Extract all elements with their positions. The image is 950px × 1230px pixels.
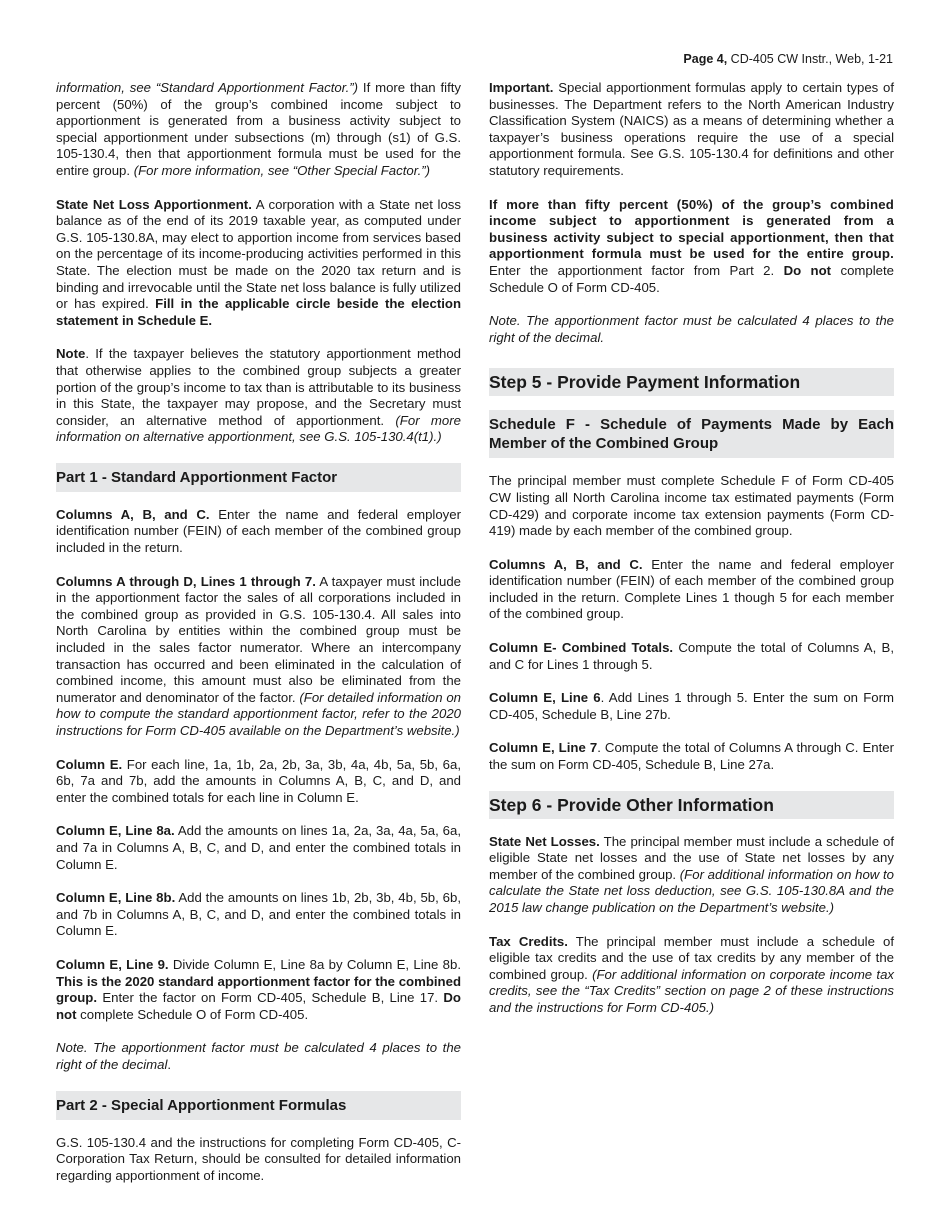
schedule-f-heading: Schedule F - Schedule of Payments Made by Each Member of the Combined Group	[489, 410, 894, 458]
gs-105-130-4-paragraph: G.S. 105-130.4 and the instructions for completing Form CD-405, C-Corporation Tax Return, should be consulted for detailed information regarding apportionment of income.	[56, 1134, 461, 1183]
tax-credits-paragraph: Tax Credits. The principal member must include a schedule of eligible tax credits and the use of tax credits by any member of the combined group. (For additional information on corporate income tax credits, see the “Tax Credits” section on page 2 of these instructions and the instructions for Form CD-405.)	[489, 933, 894, 1015]
column-e-line-8b: Column E, Line 8b. Add the amounts on lines 1b, 2b, 3b, 4b, 5b, 6b, and 7b in Columns A, B, C, and D, and enter the combined totals in Column E.	[56, 890, 461, 939]
left-column	[56, 80, 461, 1201]
fifty-percent-paragraph: If more than fifty percent (50%) of the group’s combined income subject to apportionment is generated from a business activity subject to special apportionment, then that apportionment formula must be used for the entire group. Enter the apportionment factor from Part 2. Do not complete Schedule O of Form CD-405.	[489, 196, 894, 295]
part2-heading: Part 2 - Special Apportionment Formulas	[56, 1091, 461, 1120]
right-note-decimal: Note. The apportionment factor must be calculated 4 places to the right of the decimal.	[489, 313, 894, 345]
column-e-line-7: Column E, Line 7. Compute the total of Columns A through C. Enter the sum on Form CD-405, Schedule B, Line 27a.	[489, 740, 894, 773]
page-number: Page 4,	[683, 52, 728, 66]
state-net-losses-paragraph: State Net Losses. The principal member must include a schedule of eligible State net losses and the use of State net losses by any member of the combined group. (For additional information on how to calculate the State net loss deduction, see G.S. 105-130.8A and the 2015 law change publication on the Department’s website.)	[489, 833, 895, 915]
page-header	[683, 52, 893, 66]
left-paragraph-1: information, see “Standard Apportionment Factor.”) If more than fifty percent (50%) of the group’s combined income subject to apportionment is generated from a business activity subject to special apportionment under subsections (m) through (s1) of G.S. 105-130.4, then that apportionment formula must be used for the entire group. (For more information, see “Other Special Factor.”)	[56, 80, 461, 178]
right-columns-abc: Columns A, B, and C. Enter the name and federal employer identification number (FEIN) of each member of the combined group included in the return. Complete Lines 1 though 5 for each member of the combined group.	[489, 556, 894, 622]
columns-abc: Columns A, B, and C. Enter the name and federal employer identification number (FEIN) of each member of the combined group included in the return.	[56, 506, 461, 556]
step5-heading: Step 5 - Provide Payment Information	[489, 368, 894, 396]
column-e: Column E. For each line, 1a, 1b, 2a, 2b, 3a, 3b, 4a, 4b, 5a, 5b, 6a, 6b, 7a and 7b, add the amounts in Columns A, B, C, and D, and enter the combined totals for each line in Column E.	[56, 756, 461, 805]
step6-heading: Step 6 - Provide Other Information	[489, 791, 894, 819]
note-paragraph: Note. If the taxpayer believes the statutory apportionment method that otherwise applies to the combined group subjects a greater portion of the group’s income to tax than is attributable to its business in this State, the taxpayer may propose, and the Secretary must consider, an alternative method of apportionment. (For more information on alternative apportionment, see G.S. 105-130.4(t1).)	[56, 346, 461, 445]
right-column	[489, 80, 894, 1034]
columns-a-through-d: Columns A through D, Lines 1 through 7. A taxpayer must include in the apportionment factor the sales of all corporations included in the combined group as provided in G.S. 105-130.4. All sales into North Carolina by entities within the combined group must be included in the sales factor numerator. Where an intercompany transaction has occurred and been eliminated in the calculation of combined income, this amount must also be eliminated from the numerator and denominator of the factor. (For detailed information on how to compute the standard apportionment factor, refer to the 2020 instructions for Form CD-405 available on the Department’s website.)	[56, 573, 462, 738]
important-paragraph: Important. Special apportionment formulas apply to certain types of businesses. The Department refers to the North American Industry Classification System (NAICS) as a means of determining whether a taxpayer’s business operations require the use of a special apportionment formula. See G.S. 105-130.4 for definitions and other statutory requirements.	[489, 80, 894, 178]
state-net-loss-apportionment: State Net Loss Apportionment. A corporation with a State net loss balance as of the end of its 2019 taxable year, as computed under G.S. 105-130.8A, may elect to apportion income from services based on the percentage of its income-producing activities performed in this State. The election must be made on the 2020 tax return and is binding and irrevocable until the State net loss balance is fully utilized or has expired. Fill in the applicable circle beside the election statement in Schedule E.	[56, 196, 461, 328]
column-e-line-8a: Column E, Line 8a. Add the amounts on lines 1a, 2a, 3a, 4a, 5a, 6a, and 7a in Columns A, B, C, and D, and enter the combined totals in Column E.	[56, 823, 461, 872]
part1-heading: Part 1 - Standard Apportionment Factor	[56, 463, 461, 492]
column-e-line-6: Column E, Line 6. Add Lines 1 through 5. Enter the sum on Form CD-405, Schedule B, Line 27b.	[489, 690, 894, 722]
form-id: CD-405 CW Instr., Web, 1-21	[727, 52, 893, 66]
column-e-combined-totals: Column E- Combined Totals. Compute the total of Columns A, B, and C for Lines 1 through 5.	[489, 640, 894, 672]
schedule-f-paragraph: The principal member must complete Schedule F of Form CD-405 CW listing all North Carolina income tax estimated payments (Form CD-429) and corporate income tax extension payments (Form CD-419) made by each member of the combined group.	[489, 473, 894, 539]
left-note-decimal: Note. The apportionment factor must be calculated 4 places to the right of the decimal.	[56, 1040, 461, 1072]
column-e-line-9: Column E, Line 9. Divide Column E, Line 8a by Column E, Line 8b. This is the 2020 standard apportionment factor for the combined group. Enter the factor on Form CD-405, Schedule B, Line 17. Do not complete Schedule O of Form CD-405.	[56, 956, 461, 1022]
